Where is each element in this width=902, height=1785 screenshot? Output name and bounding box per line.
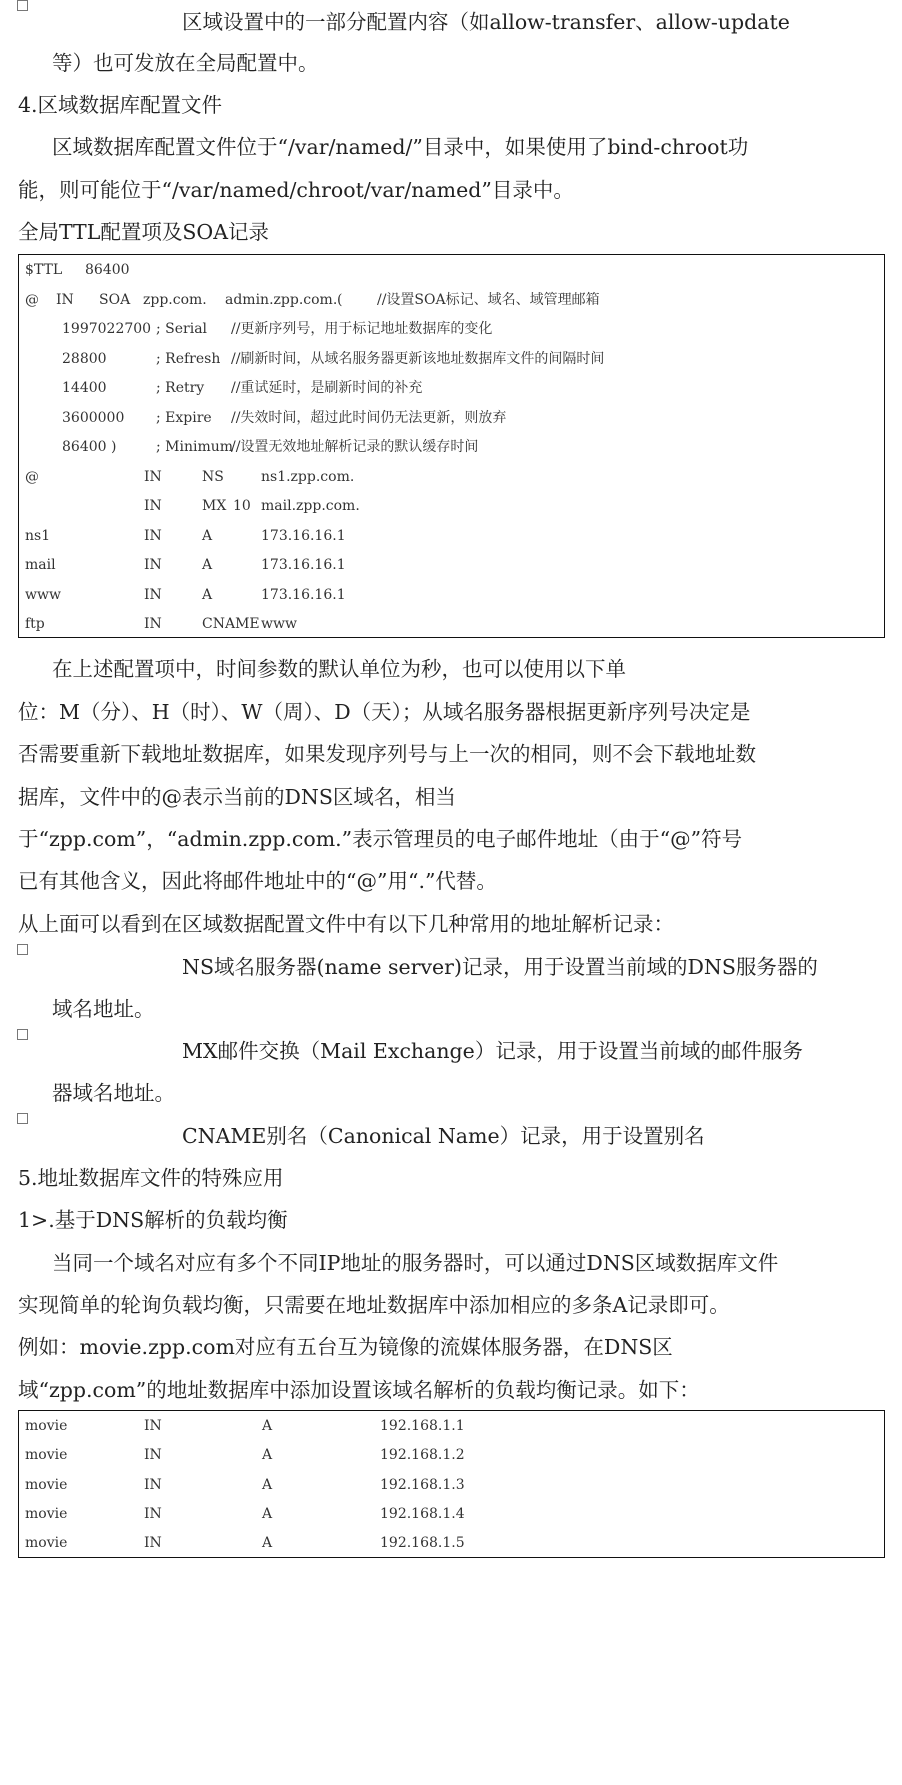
ttl-row [19,259,884,281]
record-field: MX [202,498,227,514]
record-field: 192.168.1.1 [380,1418,465,1434]
record-field: IN [56,291,74,308]
record-field: 192.168.1.5 [380,1535,465,1552]
paragraph-line: 例如：movie.zpp.com对应有五台互为镜像的流媒体服务器，在DNS区 [18,1335,673,1359]
record-field: ; Serial [156,321,208,337]
record-field: movie [25,1476,68,1493]
section-heading: 5.地址数据库文件的特殊应用 [18,1166,284,1190]
dns-record-row [19,525,884,547]
bullet-checkbox-icon [17,1113,28,1124]
record-field: ; Minimum [156,439,234,455]
soa-param-row [19,407,884,429]
paragraph-line: 区域设置中的一部分配置内容（如allow-transfer、allow-update [182,10,790,34]
record-field: A [262,1476,273,1493]
record-field: IN [144,1505,162,1522]
record-field: CNAME [202,616,260,632]
record-field: 192.168.1.4 [380,1505,465,1522]
movie-record-row [19,1415,884,1437]
record-field: IN [144,468,162,485]
record-field: ; Refresh [156,350,221,367]
soa-row [19,289,884,311]
record-field: A [202,586,213,603]
record-field: ftp [25,616,45,632]
record-field: //设置SOA标记、域名、域管理邮箱 [377,291,600,308]
paragraph-line: 否需要重新下载地址数据库，如果发现序列号与上一次的相同，则不会下载地址数 [18,742,756,766]
record-field: ns1 [25,527,51,544]
dns-record-row [19,584,884,606]
record-field: 173.16.16.1 [261,557,346,573]
bullet-line: CNAME别名（Canonical Name）记录，用于设置别名 [182,1124,705,1148]
record-field: @ [25,468,39,485]
record-field: //设置无效地址解析记录的默认缓存时间 [231,439,479,455]
paragraph-line: 域“zpp.com”的地址数据库中添加设置该域名解析的负载均衡记录。如下： [18,1378,700,1402]
record-field: ; Retry [156,380,205,396]
record-field: movie [25,1535,68,1552]
record-field: movie [25,1447,68,1464]
record-field: 86400 [85,262,130,278]
bullet-line: MX邮件交换（Mail Exchange）记录，用于设置当前域的邮件服务 [182,1039,803,1063]
record-field: IN [144,616,162,632]
record-field: IN [144,527,162,544]
record-field: ( [337,291,343,308]
record-field: ns1.zpp.com. [261,468,355,485]
record-field: //刷新时间，从域名服务器更新该地址数据库文件的间隔时间 [231,350,605,367]
record-field: movie [25,1505,68,1522]
record-field: www [25,586,61,603]
record-field: 10 [233,498,251,514]
record-field: A [262,1418,273,1434]
record-field: IN [144,1447,162,1464]
movie-records-box [18,1410,885,1558]
record-field: IN [144,1535,162,1552]
dns-record-row [19,613,884,635]
soa-param-row [19,318,884,340]
record-field: 28800 [62,350,107,367]
record-field: A [262,1447,273,1464]
dns-record-row [19,466,884,488]
bullet-checkbox-icon [17,944,28,955]
subheading: 全局TTL配置项及SOA记录 [18,220,269,244]
movie-record-row [19,1503,884,1525]
record-field: 1997022700 [62,321,152,337]
record-field: A [262,1505,273,1522]
record-field: 86400 ) [62,439,117,455]
record-field: 14400 [62,380,107,396]
movie-record-row [19,1444,884,1466]
record-field: 192.168.1.3 [380,1476,465,1493]
record-field: IN [144,1418,162,1434]
record-field: IN [144,586,162,603]
record-field: //更新序列号，用于标记地址数据库的变化 [231,321,493,337]
paragraph-line: 当同一个域名对应有多个不同IP地址的服务器时，可以通过DNS区域数据库文件 [52,1251,779,1275]
paragraph-line: 区域数据库配置文件位于“/var/named/”目录中，如果使用了bind-chroot功 [52,135,749,159]
record-field: //重试延时，是刷新时间的补充 [231,380,423,396]
record-field: NS [202,468,224,485]
paragraph-line: 在上述配置项中，时间参数的默认单位为秒，也可以使用以下单 [52,657,626,681]
record-field: 173.16.16.1 [261,586,346,603]
record-field: IN [144,1476,162,1493]
paragraph-line: 等）也可发放在全局配置中。 [52,51,319,75]
record-field: 3600000 [62,409,125,426]
paragraph-line: 实现简单的轮询负载均衡，只需要在地址数据库中添加相应的多条A记录即可。 [18,1293,730,1317]
paragraph-line: 能，则可能位于“/var/named/chroot/var/named”目录中。 [18,178,574,202]
bullet-line: 域名地址。 [52,997,155,1021]
record-field: 192.168.1.2 [380,1447,465,1464]
soa-param-row [19,348,884,370]
record-field: IN [144,557,162,573]
record-field: mail [25,557,56,573]
paragraph-line: 位：M（分）、H（时）、W（周）、D（天）；从域名服务器根据更新序列号决定是 [18,700,751,724]
bullet-checkbox-icon [17,0,28,11]
paragraph-line: 于“zpp.com”，“admin.zpp.com.”表示管理员的电子邮件地址（由于“@”符号 [18,827,743,851]
record-field: SOA [99,291,131,308]
soa-param-row [19,377,884,399]
bullet-line: 器域名地址。 [52,1081,175,1105]
record-field: movie [25,1418,68,1434]
movie-record-row [19,1532,884,1554]
record-field: www [261,616,297,632]
paragraph-line: 据库，文件中的@表示当前的DNS区域名，相当 [18,785,456,809]
movie-record-row [19,1474,884,1496]
record-field: IN [144,498,162,514]
record-field: mail.zpp.com. [261,498,360,514]
bullet-line: NS域名服务器(name server)记录，用于设置当前域的DNS服务器的 [182,955,818,979]
record-field: A [202,557,213,573]
dns-record-row [19,495,884,517]
record-field: admin.zpp.com. [225,291,338,308]
paragraph-line: 从上面可以看到在区域数据配置文件中有以下几种常用的地址解析记录： [18,912,674,936]
record-field: ; Expire [156,409,212,426]
record-field: A [202,527,213,544]
record-field: zpp.com. [143,291,207,308]
dns-record-row [19,554,884,576]
paragraph-line: 已有其他含义，因此将邮件地址中的“@”用“.”代替。 [18,869,497,893]
record-field: A [262,1535,273,1552]
record-field: @ [25,291,39,308]
record-field: //失效时间，超过此时间仍无法更新，则放弃 [231,409,507,426]
record-field: $TTL [25,262,63,278]
soa-param-row [19,436,884,458]
bullet-checkbox-icon [17,1029,28,1040]
subheading: 1>.基于DNS解析的负载均衡 [18,1208,288,1232]
section-heading: 4.区域数据库配置文件 [18,93,223,117]
soa-config-box [18,254,885,638]
record-field: 173.16.16.1 [261,527,346,544]
